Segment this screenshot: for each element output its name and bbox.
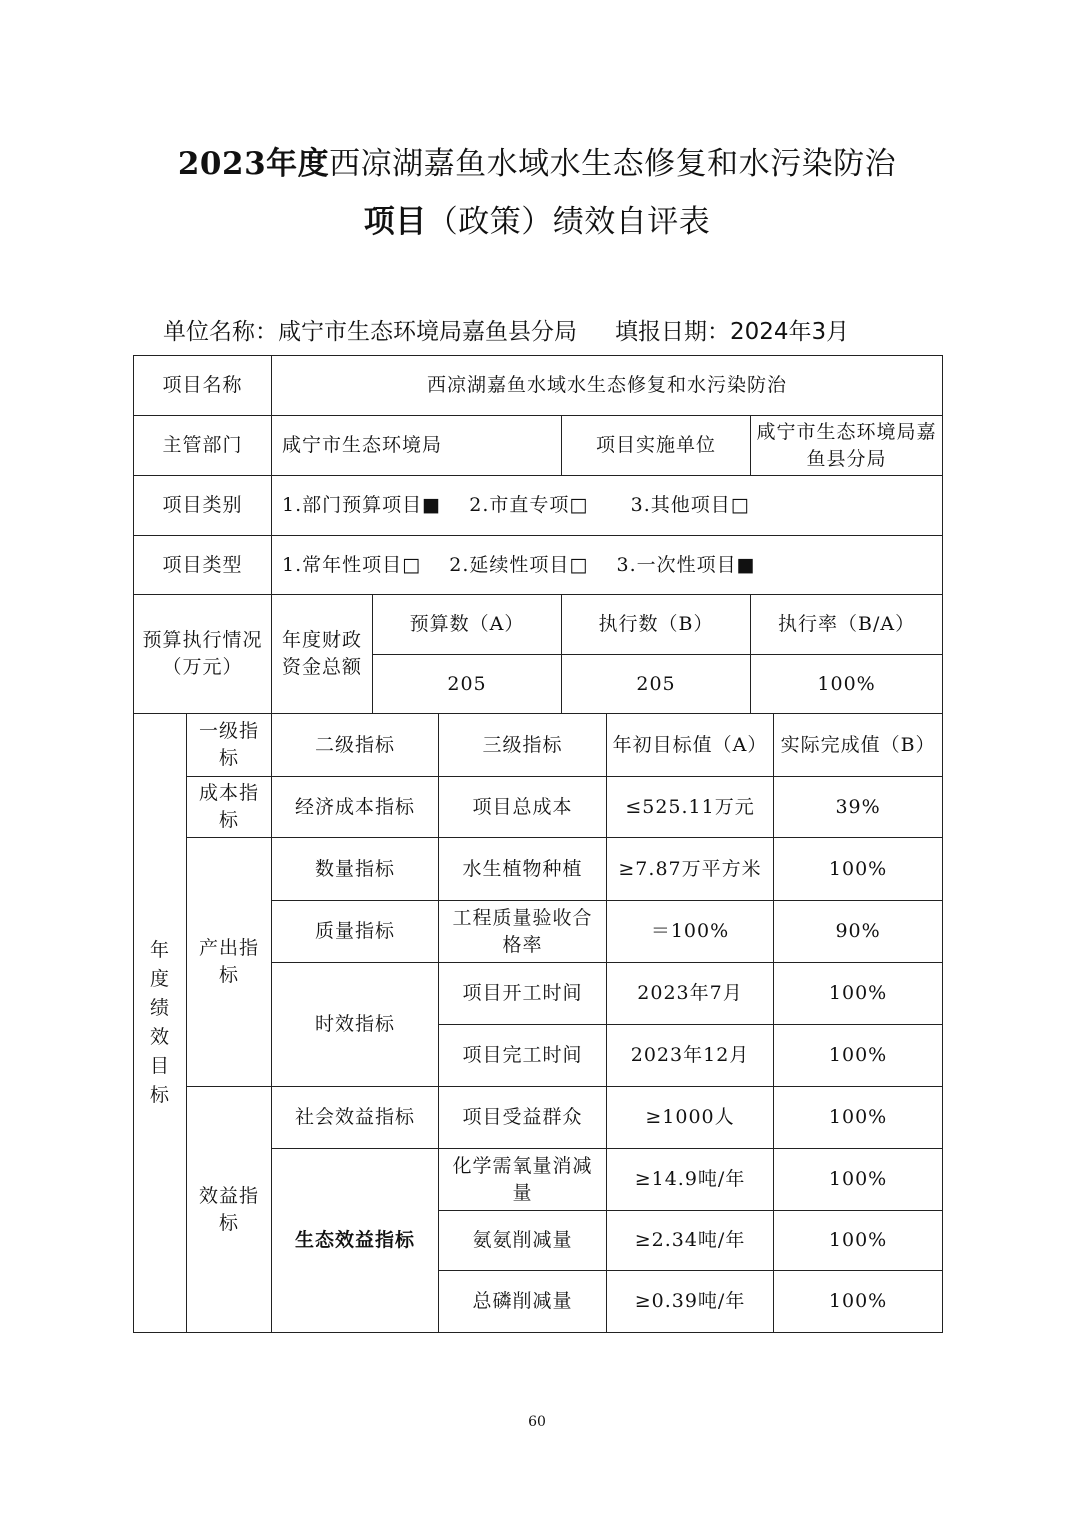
header-level3: 三级指标 xyxy=(439,714,607,777)
social-level2: 社会效益指标 xyxy=(272,1087,439,1149)
budget-col-a: 预算数（A） xyxy=(373,595,562,655)
header-level1: 一级指标 xyxy=(187,714,272,777)
social-actual: 100% xyxy=(774,1087,943,1149)
title-form-name: （政策）绩效自评表 xyxy=(426,204,711,240)
timeliness-target: 2023年12月 xyxy=(607,1025,774,1087)
cost-actual: 39% xyxy=(774,777,943,838)
quality-level2: 质量指标 xyxy=(272,901,439,963)
date-label: 填报日期： xyxy=(615,319,730,345)
row-output-quantity xyxy=(134,838,943,901)
timeliness-actual: 100% xyxy=(774,963,943,1025)
ecological-target: ≥0.39吨/年 xyxy=(607,1271,774,1333)
quality-actual: 90% xyxy=(774,901,943,963)
ecological-actual: 100% xyxy=(774,1271,943,1333)
title-project-name: 西凉湖嘉鱼水域水生态修复和水污染防治 xyxy=(329,146,897,182)
category-option: 3.其他项目□ xyxy=(630,494,750,516)
document-title-line2 xyxy=(0,196,1074,241)
quality-target: ＝100% xyxy=(607,901,774,963)
timeliness-level2: 时效指标 xyxy=(272,963,439,1087)
social-target: ≥1000人 xyxy=(607,1087,774,1149)
row-benefit-social xyxy=(134,1087,943,1149)
unit-value: 咸宁市生态环境局嘉鱼县分局 xyxy=(278,319,577,345)
timeliness-level3: 项目完工时间 xyxy=(439,1025,607,1087)
row-project-name xyxy=(134,356,943,416)
dept-value: 咸宁市生态环境局 xyxy=(272,416,562,476)
quantity-target: ≥7.87万平方米 xyxy=(607,838,774,901)
dept-label: 主管部门 xyxy=(134,416,272,476)
row-type xyxy=(134,536,943,595)
row-indicator-header xyxy=(134,714,943,777)
type-label: 项目类型 xyxy=(134,536,272,595)
social-level3: 项目受益群众 xyxy=(439,1087,607,1149)
row-budget-header xyxy=(134,595,943,655)
benefit-level1: 效益指标 xyxy=(187,1087,272,1333)
ecological-actual: 100% xyxy=(774,1211,943,1271)
timeliness-target: 2023年7月 xyxy=(607,963,774,1025)
title-year: 2023年度 xyxy=(177,146,330,182)
type-option: 3.一次性项目■ xyxy=(616,553,756,576)
timeliness-actual: 100% xyxy=(774,1025,943,1087)
indicator-section-text: 年度绩效目标 xyxy=(149,939,170,1106)
category-option: 1.部门预算项目■ xyxy=(282,494,442,516)
category-options xyxy=(272,476,943,536)
impl-value: 咸宁市生态环境局嘉鱼县分局 xyxy=(751,416,943,476)
form-meta xyxy=(163,313,849,346)
type-option: 2.延续性项目□ xyxy=(449,553,589,576)
type-option: 1.常年性项目□ xyxy=(282,553,422,576)
ecological-level3: 化学需氧量消减量 xyxy=(439,1149,607,1211)
ecological-target: ≥14.9吨/年 xyxy=(607,1149,774,1211)
project-name-value: 西凉湖嘉鱼水域水生态修复和水污染防治 xyxy=(272,356,943,416)
ecological-level2: 生态效益指标 xyxy=(272,1149,439,1333)
timeliness-level3: 项目开工时间 xyxy=(439,963,607,1025)
type-options xyxy=(272,536,943,595)
cost-level3: 项目总成本 xyxy=(439,777,607,838)
quantity-level2: 数量指标 xyxy=(272,838,439,901)
ecological-level3: 氨氨削减量 xyxy=(439,1211,607,1271)
row-category xyxy=(134,476,943,536)
document-title-line1 xyxy=(0,138,1074,183)
category-option: 2.市直专项□ xyxy=(469,494,589,516)
unit-label: 单位名称： xyxy=(163,319,278,345)
self-evaluation-table xyxy=(133,355,943,1333)
header-actual: 实际完成值（B） xyxy=(774,714,943,777)
budget-col-rate: 执行率（B/A） xyxy=(751,595,943,655)
header-target: 年初目标值（A） xyxy=(607,714,774,777)
budget-value-rate: 100% xyxy=(751,655,943,714)
category-label: 项目类别 xyxy=(134,476,272,536)
quality-level3: 工程质量验收合格率 xyxy=(439,901,607,963)
fund-label: 年度财政资金总额 xyxy=(272,595,373,714)
page-number: 60 xyxy=(528,1414,546,1430)
cost-level1: 成本指标 xyxy=(187,777,272,838)
header-level2: 二级指标 xyxy=(272,714,439,777)
budget-value-a: 205 xyxy=(373,655,562,714)
quantity-actual: 100% xyxy=(774,838,943,901)
budget-value-b: 205 xyxy=(562,655,751,714)
date-value: 2024年3月 xyxy=(730,319,850,345)
row-department xyxy=(134,416,943,476)
output-level1: 产出指标 xyxy=(187,838,272,1087)
project-name-label: 项目名称 xyxy=(134,356,272,416)
ecological-level3: 总磷削减量 xyxy=(439,1271,607,1333)
ecological-target: ≥2.34吨/年 xyxy=(607,1211,774,1271)
row-cost xyxy=(134,777,943,838)
cost-target: ≤525.11万元 xyxy=(607,777,774,838)
ecological-actual: 100% xyxy=(774,1149,943,1211)
impl-label: 项目实施单位 xyxy=(562,416,751,476)
title-project-word: 项目 xyxy=(363,204,427,240)
budget-label: 预算执行情况（万元） xyxy=(134,595,272,714)
budget-col-b: 执行数（B） xyxy=(562,595,751,655)
quantity-level3: 水生植物种植 xyxy=(439,838,607,901)
indicator-section-label xyxy=(134,714,187,1333)
cost-level2: 经济成本指标 xyxy=(272,777,439,838)
